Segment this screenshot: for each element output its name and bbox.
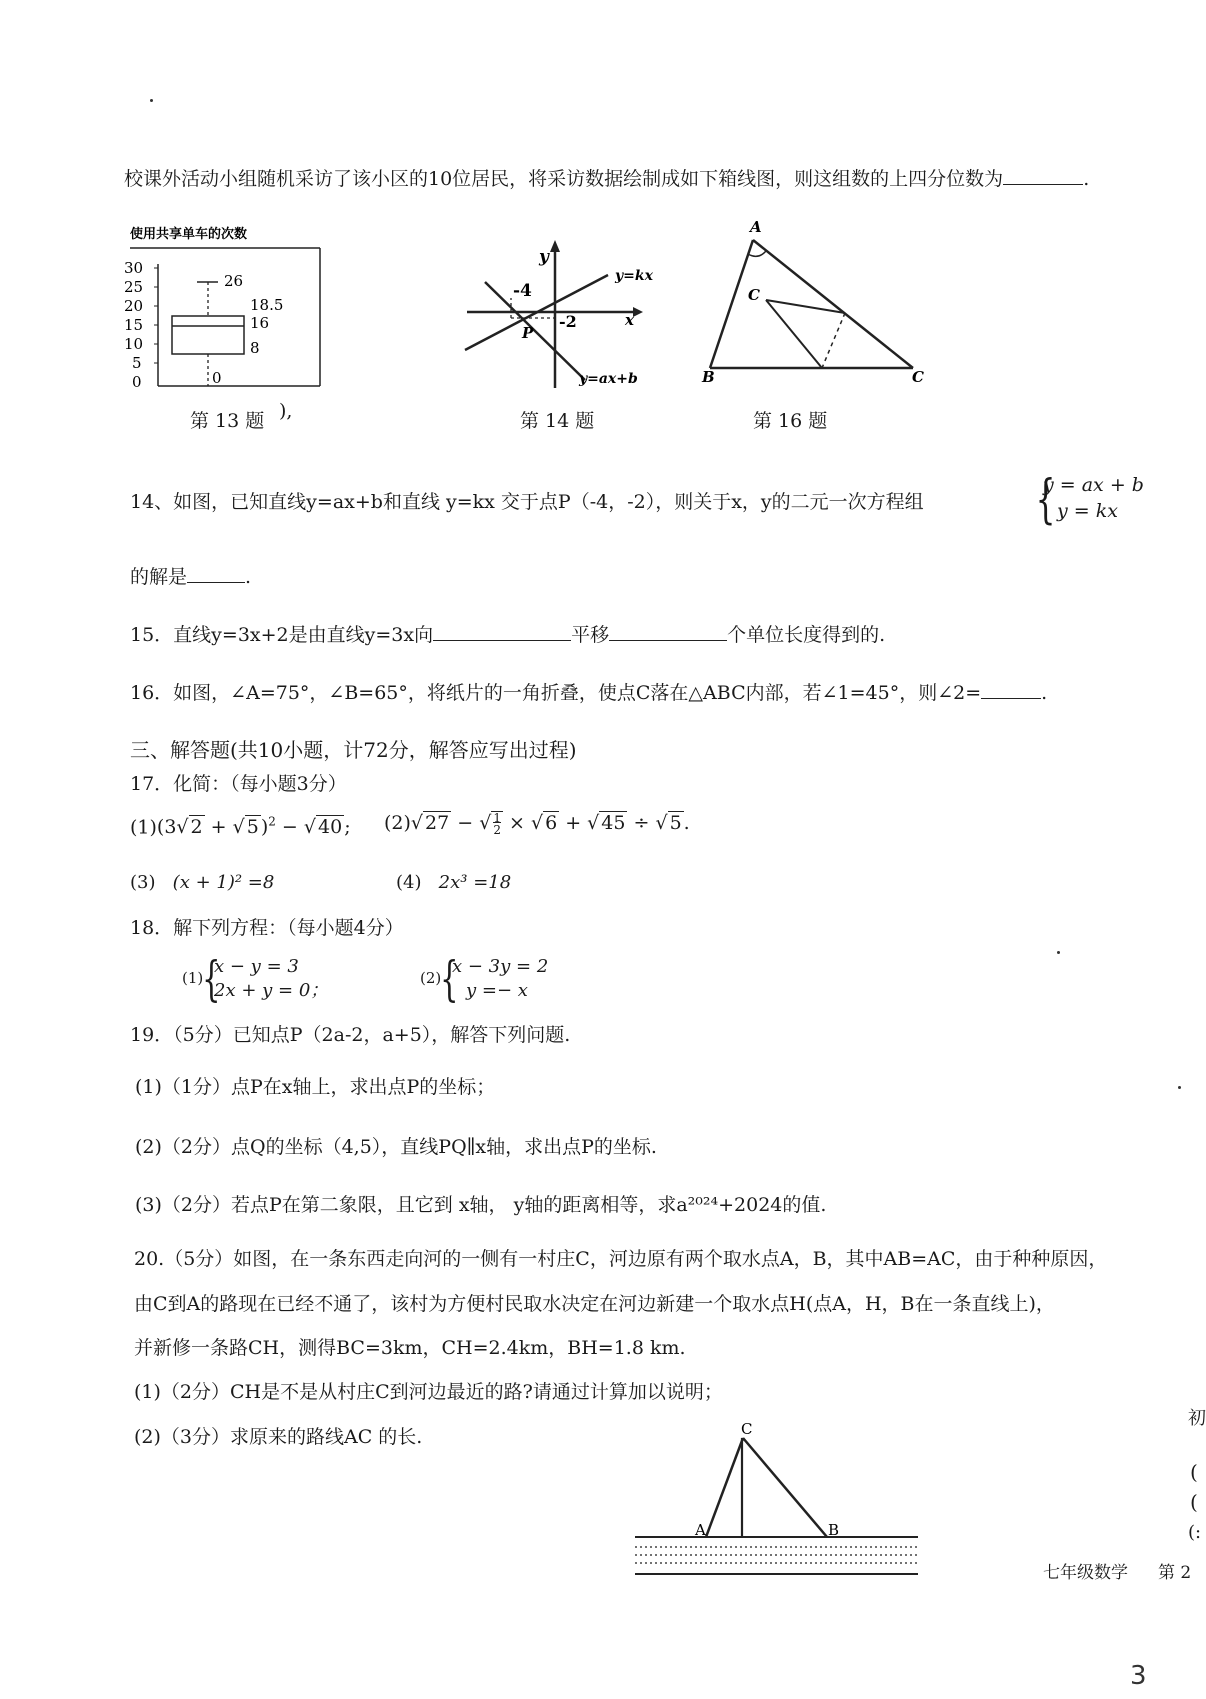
q19-part2: (2)（2分）点Q的坐标（4,5），直线PQ∥x轴，求出点P的坐标. — [135, 1136, 657, 1158]
figure-14-lines — [455, 240, 660, 390]
fig16-label-A: A — [750, 218, 762, 236]
fig14-label-y: y — [539, 247, 549, 267]
ytick-10: 10 — [124, 335, 144, 353]
fig13-stray-mark: ), — [279, 400, 293, 422]
q17-p4-label: (4) — [396, 872, 422, 893]
fig14-label-ax-b: y=ax+b — [579, 371, 638, 387]
q13-answer-blank — [1003, 166, 1083, 185]
fig14-label-P: P — [522, 324, 534, 342]
edge-mark-3: ( — [1190, 1490, 1198, 1514]
fig20-label-B: B — [828, 1521, 840, 1539]
fig13-label-26: 26 — [224, 272, 244, 290]
q14-line2-text: 的解是 — [130, 566, 188, 588]
fig20-road-CA — [706, 1438, 743, 1537]
fig16-label-C: C — [912, 368, 924, 386]
ytick-20: 20 — [124, 297, 144, 315]
q17-title: 17．化简：（每小题3分） — [130, 773, 347, 795]
fig16-side-AB — [710, 240, 753, 368]
q20-part1: (1)（2分）CH是不是从村庄C到河边最近的路?请通过计算加以说明； — [134, 1381, 723, 1403]
q20-line3: 并新修一条路CH，测得BC=3km，CH=2.4km，BH=1.8 km. — [134, 1337, 686, 1359]
q14-eq1: y = ax + b — [1043, 474, 1144, 496]
fig16-fold-edge-1 — [766, 300, 845, 313]
q14-end: . — [245, 566, 252, 588]
ytick-25: 25 — [124, 278, 144, 296]
q15-blank-units — [609, 622, 727, 641]
q18-s1-label: (1) — [182, 969, 204, 987]
edge-mark-1: 初 — [1188, 1408, 1206, 1429]
q13-end: . — [1083, 168, 1090, 190]
ytick-0: 0 — [132, 373, 142, 391]
fig16-label-C-folded: C — [748, 286, 760, 304]
q19-part1: (1)（1分）点P在x轴上，求出点P的坐标； — [135, 1076, 496, 1098]
q18-system1 — [182, 951, 329, 1007]
q17-p2-expr: √ 27 − √ 1 2 × √ 6 + √ 45 ÷ √ 5 . — [410, 811, 690, 837]
q17-part4 — [396, 872, 511, 893]
q15 — [130, 622, 885, 647]
scan-speck — [1178, 1086, 1181, 1089]
q18-s2-eq2: y =− x — [466, 980, 528, 1001]
q17-p2-label: (2) — [384, 812, 411, 834]
q18-s1-brace: { — [202, 951, 221, 1007]
q20-part2: (2)（3分）求原来的路线AC 的长. — [134, 1426, 423, 1448]
footer-subject: 七年级数学 — [1043, 1563, 1128, 1583]
fig13-label-16: 16 — [250, 314, 270, 332]
q14-line1: 14、如图，已知直线y=ax+b和直线 y=kx 交于点P（-4，-2），则关于x，y的二元一次方程组 — [130, 491, 924, 513]
edge-mark-4: (: — [1188, 1522, 1202, 1543]
fig13-yticks — [124, 259, 158, 391]
q18-s1-eq1: x − y = 3 — [214, 956, 299, 977]
q18-s1-eq2: 2x + y = 0； — [214, 980, 329, 1001]
q16-text: 16．如图，∠A=75°，∠B=65°，将纸片的一角折叠，使点C落在△ABC内部，若∠1=45°，则∠2= — [130, 682, 982, 704]
footer-page: 第 2 — [1158, 1563, 1192, 1583]
fig13-label-18-5: 18.5 — [250, 296, 284, 314]
fig13-caption: 第 13 题 — [190, 410, 265, 432]
q17-p1-label: (1) — [130, 816, 157, 839]
fig14-label-x: x — [625, 311, 634, 329]
q17-p1-expr: (3√ 2 + √ 5 )$^2$ − √ 40 ; — [156, 815, 351, 839]
q14-line2 — [130, 564, 251, 589]
q17-p3-label: (3) — [130, 872, 156, 893]
fig20-road-CB — [743, 1438, 827, 1537]
q15-blank-direction — [433, 622, 571, 641]
q13-intro — [124, 166, 1089, 191]
figure-20-river — [625, 1410, 930, 1580]
fig16-fold-edge-2 — [766, 300, 822, 368]
q15-text-c: 个单位长度得到的. — [727, 624, 886, 646]
q14-system — [1035, 470, 1144, 530]
q16-answer-blank — [981, 680, 1041, 699]
figure-13-boxplot — [120, 220, 330, 395]
q16 — [130, 680, 1047, 705]
ytick-5: 5 — [132, 354, 142, 372]
scan-speck — [1057, 951, 1060, 954]
fig13-title: 使用共享单车的次数 — [130, 227, 248, 242]
fig14-caption: 第 14 题 — [520, 410, 595, 432]
fig13-label-8: 8 — [250, 339, 260, 357]
fig20-label-C: C — [741, 1420, 753, 1438]
q20-line2: 由C到A的路现在已经不通了，该村为方便村民取水决定在河边新建一个取水点H(点A，H，B在一条直线上)， — [134, 1293, 1055, 1315]
section3-title: 三、解答题(共10小题，计72分，解答应写出过程) — [130, 738, 577, 762]
fig16-fold-line — [822, 313, 845, 368]
q18-system2 — [420, 951, 549, 1007]
fig16-side-AC — [753, 240, 913, 368]
edge-mark-2: ( — [1190, 1460, 1198, 1484]
fig13-label-0: 0 — [212, 369, 222, 387]
scan-speck — [150, 99, 153, 102]
q18-s2-eq1: x − 3y = 2 — [452, 956, 549, 977]
ytick-15: 15 — [124, 316, 144, 334]
q15-text-b: 平移 — [571, 624, 610, 646]
q17-p4-expr: 2x³ =18 — [438, 872, 512, 893]
q17-part2 — [384, 812, 690, 836]
fig13-box — [172, 316, 244, 354]
figure-16-triangle — [700, 218, 930, 393]
q16-end: . — [1041, 682, 1048, 704]
fig16-label-B: B — [702, 368, 715, 386]
q18-s2-label: (2) — [420, 969, 442, 987]
fig16-caption: 第 16 题 — [753, 410, 828, 432]
q14-brace: { — [1035, 470, 1056, 530]
fig16-angle-A-arc — [748, 251, 766, 256]
ytick-30: 30 — [124, 259, 144, 277]
q19-part3: (3)（2分）若点P在第二象限，且它到 x轴， y轴的距离相等，求a²⁰²⁴+2024的值. — [135, 1194, 827, 1216]
fig14-label-neg4: -4 — [513, 281, 532, 301]
q15-text-a: 15．直线y=3x+2是由直线y=3x向 — [130, 624, 434, 646]
q13-intro-text: 校课外活动小组随机采访了该小区的10位居民，将采访数据绘制成如下箱线图，则这组数的上四分位数为 — [124, 168, 1004, 190]
q19-title: 19．（5分）已知点P（2a-2，a+5），解答下列问题. — [130, 1024, 571, 1046]
q17-part1 — [130, 815, 351, 838]
q18-s2-brace: { — [440, 951, 459, 1007]
q17-part3 — [130, 872, 274, 893]
q18-title: 18．解下列方程：（每小题4分） — [130, 917, 404, 939]
q17-p3-expr: (x + 1)² =8 — [172, 872, 275, 893]
fig14-label-kx: y=kx — [615, 268, 653, 284]
q14-eq2: y = kx — [1057, 500, 1118, 522]
page-number: 3 — [1130, 1661, 1147, 1691]
q14-answer-blank — [187, 564, 245, 583]
fig14-label-neg2: -2 — [559, 312, 577, 331]
q20-line1: 20.（5分）如图，在一条东西走向河的一侧有一村庄C，河边原有两个取水点A，B，其中AB=AC，由于种种原因， — [134, 1248, 1108, 1270]
fig20-label-A: A — [695, 1521, 706, 1539]
